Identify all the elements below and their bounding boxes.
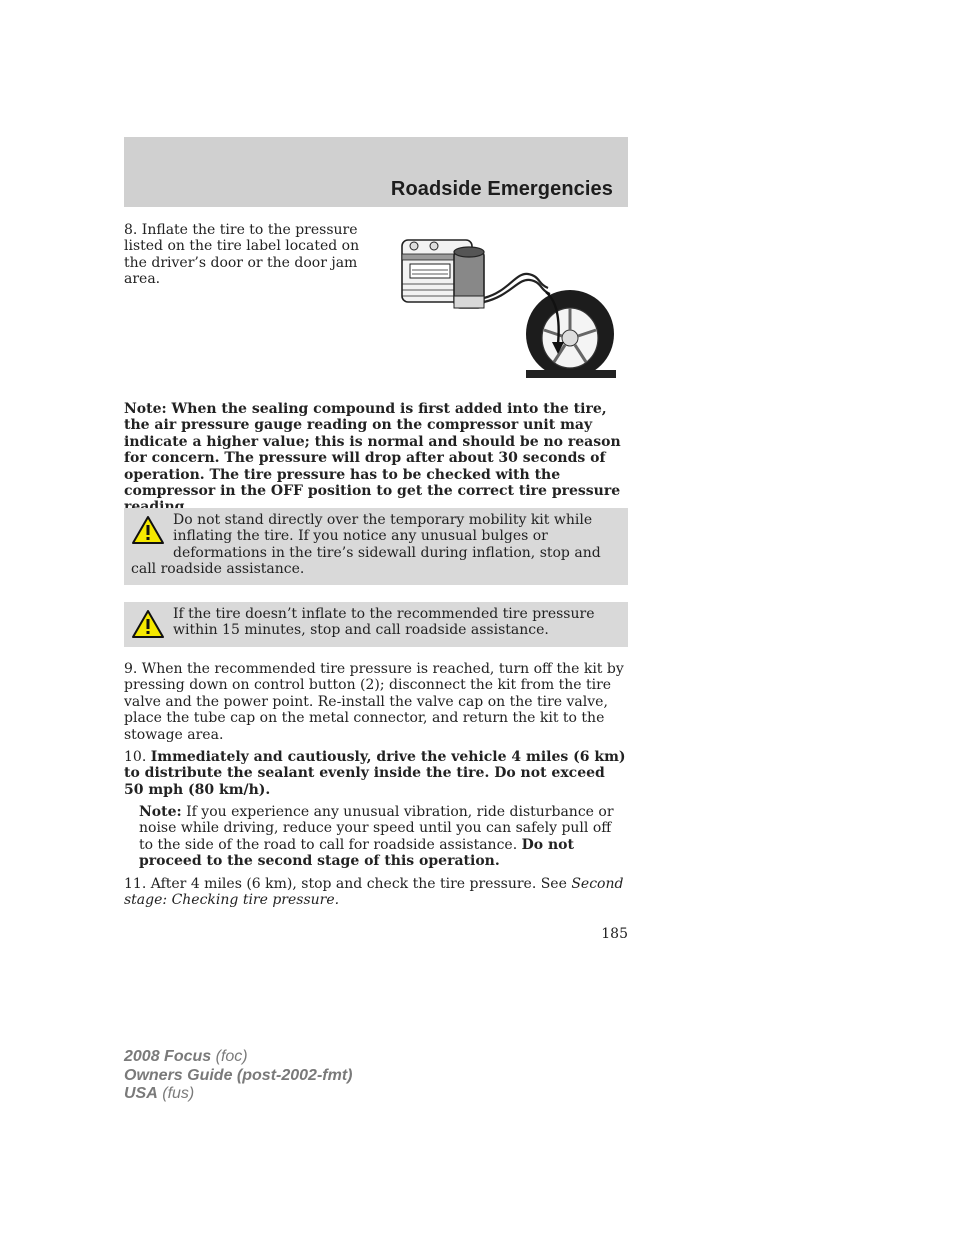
step-10-text: Immediately and cautiously, drive the vehicle 4 miles (6 km) to distribute the sealant evenly inside the tire. Do not exceed 50 mph (80 km/h). [124,749,626,798]
document-footer [124,1048,352,1104]
step-10 [124,749,628,798]
warning-text-1: Do not stand directly over the temporary mobility kit while inflating the tire. If you notice any unusual bulges or deformations in the tire’s sidewall during inflation, stop and call roadside assistance. [131,512,601,578]
driving-note [139,804,628,870]
driving-note-warning: Do not proceed to the second stage of this operation. [139,836,574,870]
section-title: Roadside Emergencies [390,178,613,200]
step-11-text: 11. After 4 miles (6 km), stop and check the tire pressure. See [124,876,567,892]
warning-triangle-icon [131,609,165,639]
step-9-text: 9. When the recommended tire pressure is reached, turn off the kit by pressing down on control button (2); disconnect the kit from the tire valve and the power point. Re-install the valve cap on the tire valve, place the tube cap on the metal connector, and return the kit to the stowage area. [124,661,624,743]
section-header [124,137,628,207]
warning-box-2 [124,602,628,647]
driving-note-text: If you experience any unusual vibration, ride disturbance or noise while driving, reduce your speed until you can safely pull off to the side of the road to call for roadside assistance. [139,804,614,853]
footer-line-3: USA (fus) [124,1085,195,1102]
step-11-reference: Second stage: Checking tire pressure. [124,876,624,909]
sealing-compound-note: Note: When the sealing compound is first added into the tire, the air pressure gauge reading on the compressor unit may indicate a higher value; this is normal and should be no reason for concern. The pressure will drop after about 30 seconds of operation. The tire pressure has to be checked with the compressor in the OFF position to get the correct tire pressure [124,401,621,500]
footer-line-1: 2008 Focus (foc) [124,1048,248,1065]
step-10-number: 10. [124,749,147,765]
driving-note-label: Note: [139,804,182,820]
page-number: 185 [601,926,628,942]
step-11 [124,876,628,909]
footer-line-2: Owners Guide (post-2002-fmt) [124,1066,353,1084]
step-8-text: 8. Inflate the tire to the pressure listed on the tire label located on the driver’s door or the door jam area. [124,222,360,288]
warning-box-1 [124,508,628,585]
warning-text-2: If the tire doesn’t inflate to the recommended tire pressure within 15 minutes, stop and call roadside assistance. [173,606,595,639]
warning-triangle-icon [131,515,165,545]
tire-compressor-illustration [398,232,618,378]
